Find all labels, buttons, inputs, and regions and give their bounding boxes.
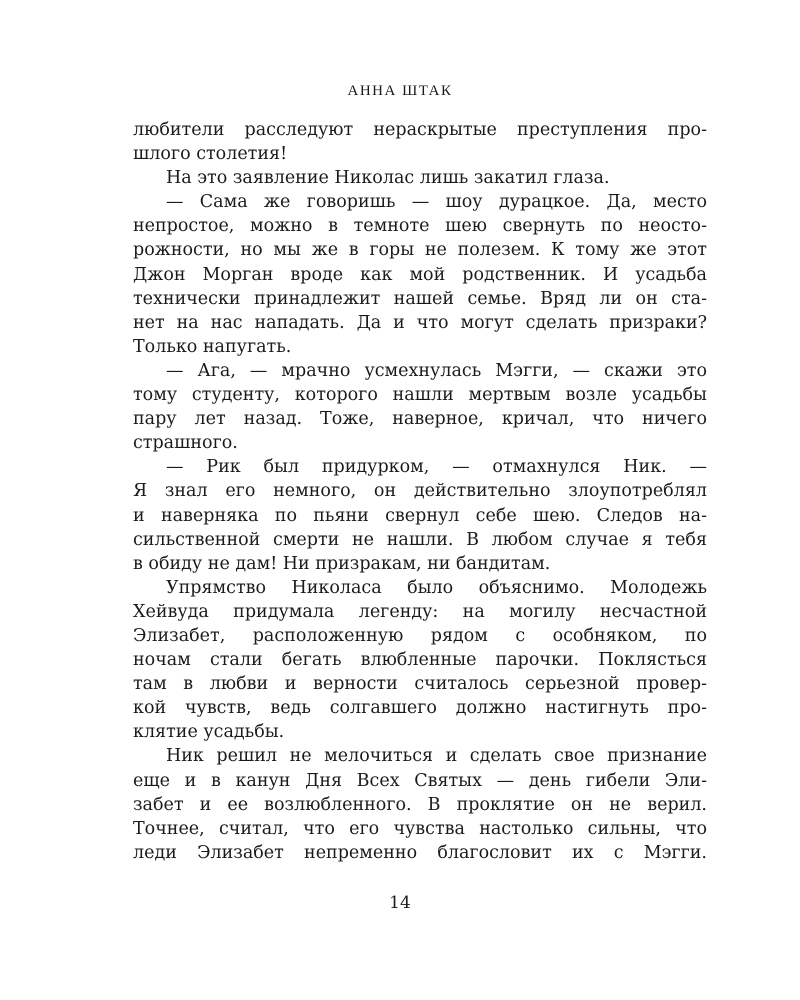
text-line: — Рик был придурком, — отмахнулся Ник. — [166, 457, 707, 478]
text-line: Я знал его немного, он действительно злоупотреблял [133, 481, 707, 502]
text-line: нет на нас нападать. Да и что могут сделать призраки? [133, 312, 707, 333]
text-line: Джон Морган вроде как мой родственник. И усадьба [133, 264, 707, 285]
running-header: АННА ШТАК [347, 83, 453, 99]
text-line: и наверняка по пьяни свернул себе шею. Следов на- [133, 505, 707, 526]
text-line: непростое, можно в темноте шею свернуть по неосто- [133, 216, 707, 237]
text-line: клятие усадьбы. [133, 722, 285, 743]
text-line: — Ага, — мрачно усмехнулась Мэгги, — скажи это [166, 360, 707, 381]
text-line: Точнее, считал, что его чувства настолько сильны, что [133, 818, 707, 839]
text-line: тому студенту, которого нашли мертвым возле усадьбы [133, 385, 707, 406]
text-line: пару лет назад. Тоже, наверное, кричал, что ничего [133, 409, 707, 430]
text-line: кой чувств, ведь солгавшего должно настигнуть про- [133, 698, 707, 719]
text-line: забет и ее возлюбленного. В проклятие он не верил. [133, 794, 707, 815]
text-line: Ник решил не мелочиться и сделать свое признание [166, 746, 707, 767]
text-line: Только напугать. [133, 336, 292, 357]
text-line: сильственной смерти не нашли. В любом случае я тебя [133, 529, 707, 550]
text-line: любители расследуют нераскрытые преступления про- [133, 120, 707, 140]
text-line: еще и в канун Дня Всех Святых — день гибели Эли- [133, 770, 707, 791]
text-line: страшного. [133, 433, 238, 454]
text-line: в обиду не дам! Ни призракам, ни бандитам. [133, 553, 551, 574]
text-line: — Сама же говоришь — шоу дурацкое. Да, место [166, 192, 707, 213]
text-line: На это заявление Николас лишь закатил глаза. [166, 168, 610, 189]
text-line: Хейвуда придумала легенду: на могилу несчастной [133, 601, 707, 622]
text-line: Элизабет, расположенную рядом с особняком, по [133, 625, 707, 646]
text-line: рожности, но мы же в горы не полезем. К тому же этот [133, 240, 707, 261]
text-line: Упрямство Николаса было объяснимо. Молодежь [166, 577, 707, 598]
text-line: ночам стали бегать влюбленные парочки. Поклясться [133, 650, 707, 671]
text-line: технически принадлежит нашей семье. Вряд ли он ста- [133, 288, 707, 309]
text-line: шлого столетия! [133, 144, 288, 165]
text-line: леди Элизабет непременно благословит их с Мэгги. [133, 842, 707, 863]
page-number: 14 [389, 893, 411, 913]
body-text [133, 118, 707, 865]
text-line: там в любви и верности считалось серьезной провер- [133, 674, 707, 695]
